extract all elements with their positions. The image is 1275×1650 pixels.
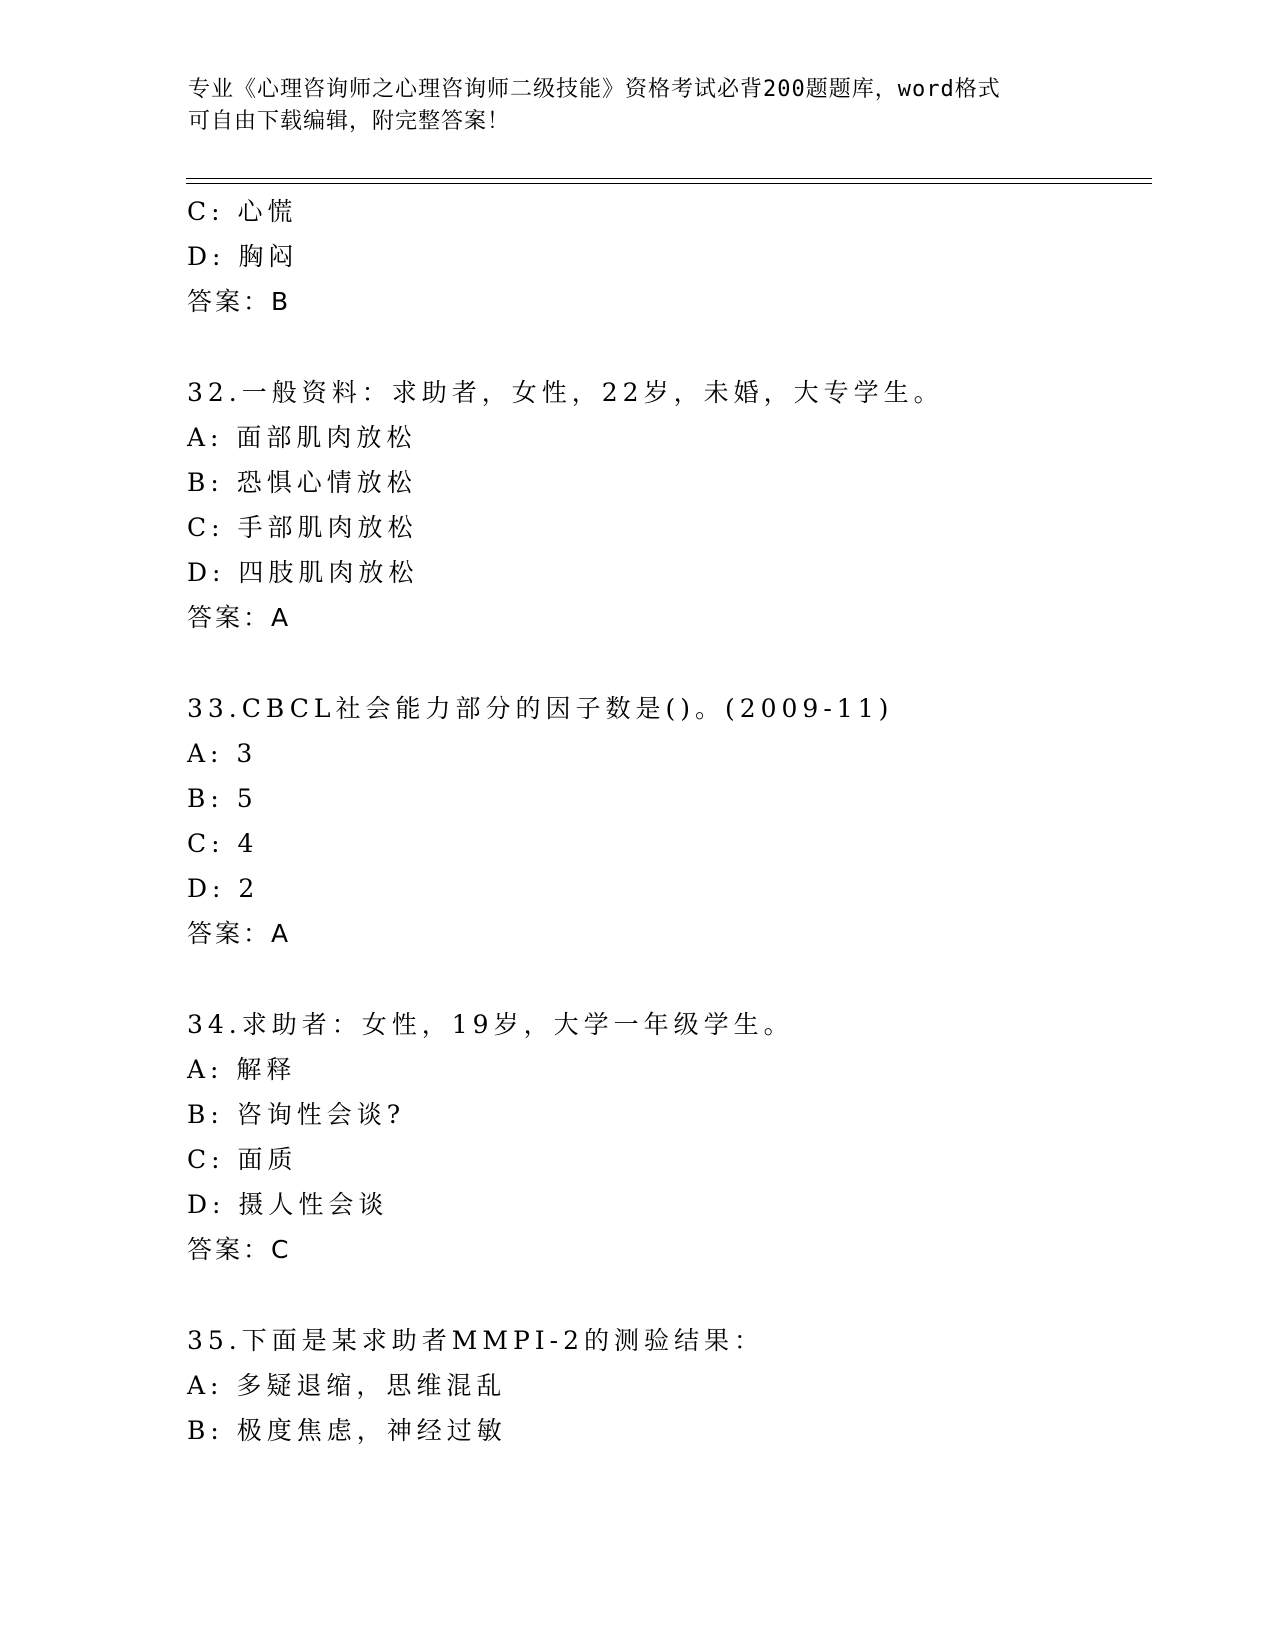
- option-d: D: 2: [187, 874, 260, 903]
- option-d: D: 摄人性会谈: [187, 1190, 389, 1219]
- option-c: C: 手部肌肉放松: [187, 513, 418, 542]
- option-b: B: 咨询性会谈?: [187, 1100, 406, 1129]
- question-list: [187, 189, 1147, 1453]
- question-32: 32.一般资料：求助者，女性，22岁，未婚，大专学生。: [187, 378, 944, 407]
- option-a: A: 解释: [187, 1055, 297, 1084]
- question-35: 35.下面是某求助者MMPI-2的测验结果：: [187, 1326, 765, 1355]
- answer-line: 答案：A: [187, 603, 292, 632]
- option-d: D: 胸闷: [187, 242, 299, 271]
- page-header: [188, 74, 1088, 138]
- header-line-2: 可自由下载编辑，附完整答案！: [188, 109, 511, 134]
- option-b: B: 恐惧心情放松: [187, 468, 417, 497]
- header-line-1: 专业《心理咨询师之心理咨询师二级技能》资格考试必背200题题库，word格式: [188, 77, 1001, 102]
- answer-line: 答案：A: [187, 919, 292, 948]
- header-divider-top: [186, 178, 1152, 179]
- question-34: 34.求助者：女性，19岁，大学一年级学生。: [187, 1010, 794, 1039]
- option-a: A: 多疑退缩，思维混乱: [187, 1371, 507, 1400]
- header-divider-bottom: [186, 183, 1152, 184]
- question-33: 33.CBCL社会能力部分的因子数是()。(2009-11): [187, 694, 894, 723]
- option-a: A: 面部肌肉放松: [187, 423, 417, 452]
- answer-line: 答案：B: [187, 287, 292, 316]
- option-c: C: 4: [187, 829, 259, 858]
- option-d: D: 四肢肌肉放松: [187, 558, 419, 587]
- answer-line: 答案：C: [187, 1235, 292, 1264]
- option-a: A: 3: [187, 739, 258, 768]
- option-c: C: 面质: [187, 1145, 298, 1174]
- option-b: B: 5: [187, 784, 258, 813]
- option-b: B: 极度焦虑，神经过敏: [187, 1416, 507, 1445]
- option-c: C: 心慌: [187, 197, 298, 226]
